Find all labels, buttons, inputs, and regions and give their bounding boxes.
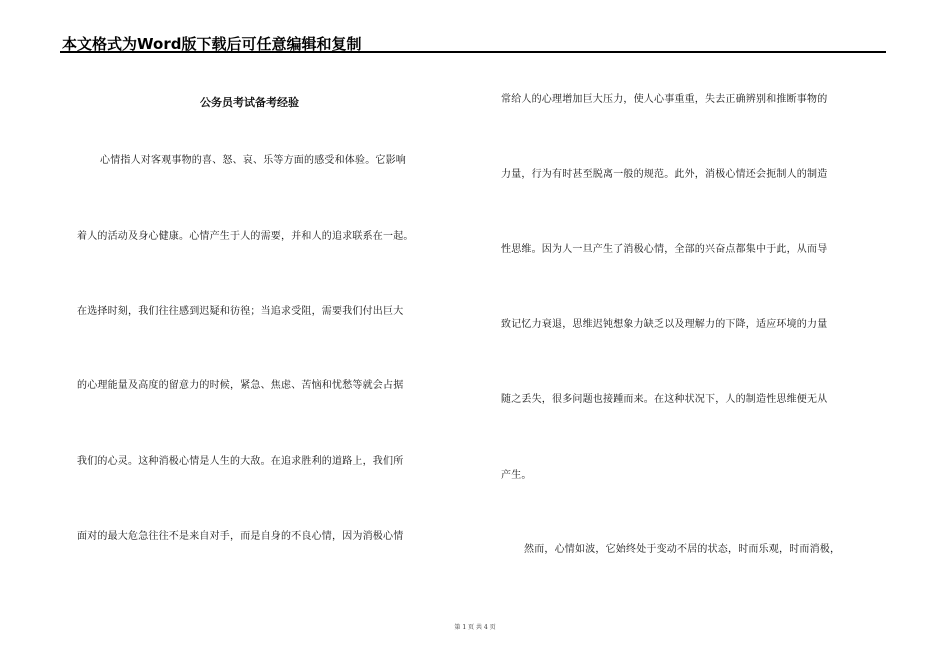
paragraph-line: 我们的心灵。这种消极心情是人生的大敌。在追求胜利的道路上，我们所 [77,456,404,467]
paragraph-line: 致记忆力衰退，思维迟钝想象力缺乏以及理解力的下降，适应环境的力量 [501,319,828,330]
paragraph-line: 然而，心情如波，它始终处于变动不居的状态，时而乐观，时而消极， [524,544,841,555]
document-title: 公务员考试备考经验 [200,96,299,109]
header-title: 本文格式为Word版下载后可任意编辑和复制 [62,35,362,53]
paragraph-line: 性思维。因为人一旦产生了消极心情，全部的兴奋点都集中于此，从而导 [501,244,828,255]
paragraph-line: 面对的最大危急往往不是来自对手，而是自身的不良心情，因为消极心情 [77,531,404,542]
paragraph-line: 在选择时刻，我们往往感到迟疑和彷徨；当追求受阻，需要我们付出巨大 [77,306,404,317]
page-number: 第 1 页 共 4 页 [454,624,496,631]
paragraph-line: 着人的活动及身心健康。心情产生于人的需要，并和人的追求联系在一起。 [77,231,414,242]
paragraph-line: 随之丢失，很多问题也接踵而来。在这种状况下，人的制造性思维便无从 [501,394,828,405]
paragraph-line: 的心理能量及高度的留意力的时候，紧急、焦虑、苦恼和忧愁等就会占据 [77,380,404,391]
paragraph-line: 产生。 [501,470,532,481]
paragraph-line: 常给人的心理增加巨大压力，使人心事重重，失去正确辨别和推断事物的 [501,94,828,105]
paragraph-line: 心情指人对客观事物的喜、怒、哀、乐等方面的感受和体验。它影响 [100,155,406,166]
paragraph-line: 力量，行为有时甚至脱离一般的规范。此外，消极心情还会扼制人的制造 [501,169,828,180]
header-divider [60,51,886,53]
